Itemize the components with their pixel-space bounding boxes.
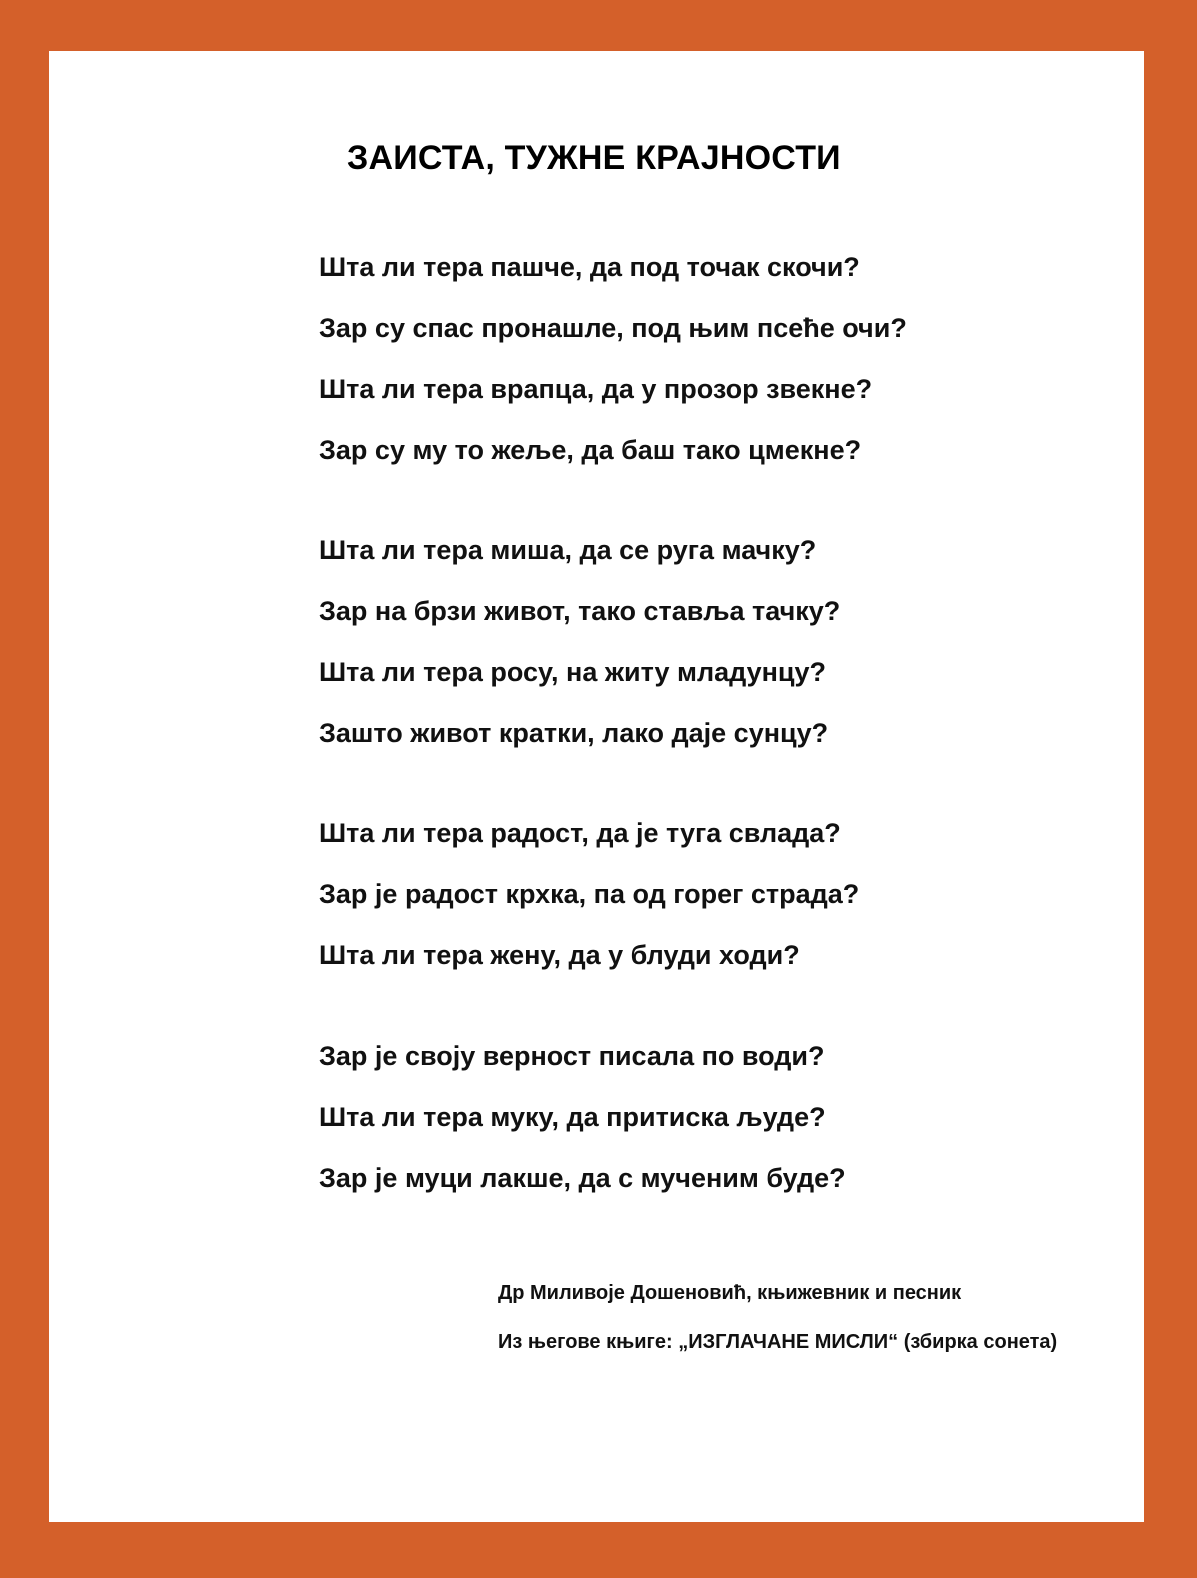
verse-line: Зар су му то жеље, да баш тако цмекне?: [319, 435, 862, 465]
verse-line: Шта ли тера жену, да у блуди ходи?: [319, 940, 800, 970]
verse-line: Зар је радост крхка, па од горег страда?: [319, 879, 860, 909]
verse-line: Зашто живот кратки, лако даје сунцу?: [319, 718, 829, 748]
stanza-4: [319, 1026, 846, 1209]
poem-title: ЗАИСТА, ТУЖНЕ КРАЈНОСТИ: [347, 139, 841, 177]
book-credit: Из његове књиге: „ИЗГЛАЧАНЕ МИСЛИ“ (збирка сонета): [498, 1331, 1058, 1353]
author-credit: Др Миливоје Дошеновић, књижевник и песник: [498, 1282, 962, 1304]
verse-line: Зар је своју верност писала по води?: [319, 1041, 825, 1071]
poem-page: [49, 51, 1144, 1522]
verse-line: Шта ли тера муку, да притиска људе?: [319, 1102, 826, 1132]
verse-line: Зар су спас пронашле, под њим псеће очи?: [319, 313, 907, 343]
stanza-3: [319, 803, 859, 986]
verse-line: Шта ли тера радост, да је туга свлада?: [319, 818, 841, 848]
stanza-2: [319, 520, 840, 764]
stanza-1: [319, 237, 907, 481]
verse-line: Шта ли тера врапца, да у прозор звекне?: [319, 374, 873, 404]
verse-line: Шта ли тера росу, на житу младунцу?: [319, 657, 827, 687]
verse-line: Зар је муци лакше, да с мученим буде?: [319, 1163, 846, 1193]
verse-line: Зар на брзи живот, тако ставља тачку?: [319, 596, 841, 626]
verse-line: Шта ли тера миша, да се руга мачку?: [319, 535, 817, 565]
verse-line: Шта ли тера пашче, да под точак скочи?: [319, 252, 860, 282]
